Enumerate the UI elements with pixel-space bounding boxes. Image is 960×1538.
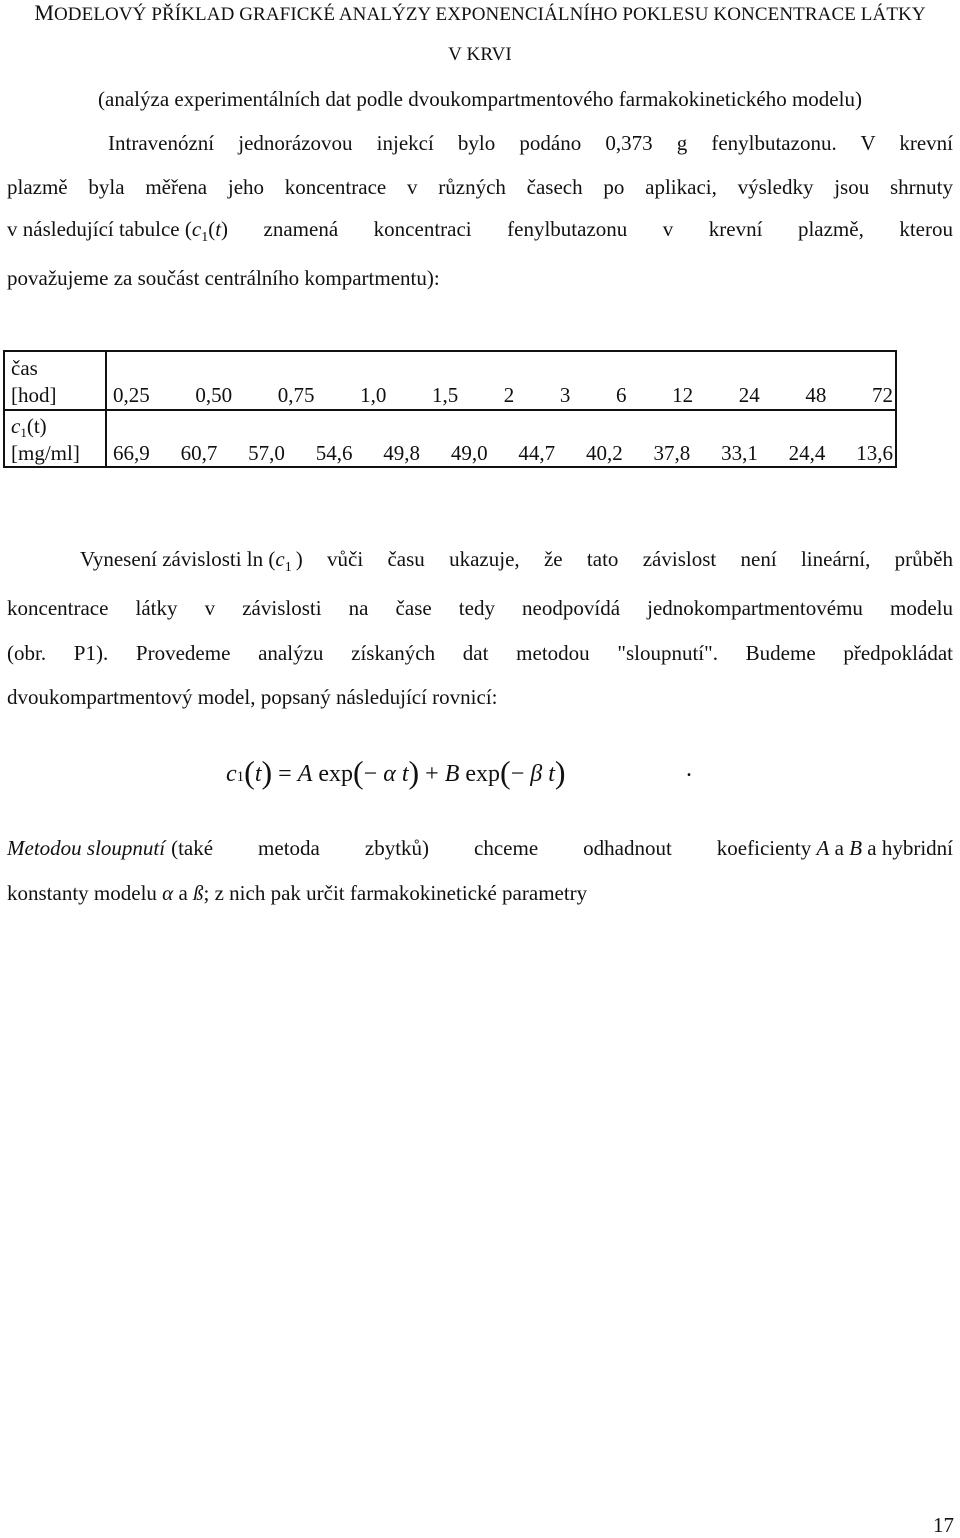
equation [226, 752, 692, 790]
paragraph-line: (obr. P1). Provedeme analýzu získaných dat metodou "sloupnutí". Budeme předpokládat [7, 641, 953, 665]
table-cell: 48 [805, 383, 827, 407]
text-run [811, 835, 953, 861]
text: (t) [26, 414, 47, 438]
subscript: 1 [20, 425, 27, 440]
text-run [165, 835, 953, 861]
conc-unit: [mg/ml] [11, 441, 80, 465]
paren: ( [500, 754, 511, 790]
time-unit: [hod] [11, 383, 57, 407]
symbol-beta: β [530, 761, 543, 787]
time-label: čas [11, 356, 38, 380]
table-cell: 24 [738, 383, 760, 407]
symbol-B: B [849, 836, 863, 860]
text: ; z nich pak určit farmakokinetické parametry [203, 881, 588, 905]
table-cell: 66,9 [113, 441, 150, 465]
symbol-c: c [275, 547, 285, 571]
table-cell: 12 [672, 383, 694, 407]
plus: + [419, 761, 445, 787]
table-cell: 0,50 [195, 383, 233, 407]
term-italic: Metodou sloupnutí [7, 836, 166, 860]
paren: ( [244, 754, 255, 790]
table-cell: 37,8 [653, 441, 691, 465]
subscript: 1 [201, 230, 209, 245]
table-cell: 72 [871, 383, 893, 407]
paragraph-line [7, 835, 953, 861]
text: konstanty modelu [7, 881, 163, 905]
paren: ) [554, 754, 566, 790]
symbol-t: t [548, 761, 555, 787]
table-cell: 49,8 [383, 441, 420, 465]
conc-label [11, 414, 47, 441]
paren: ( [353, 754, 364, 790]
symbol-A: A [297, 761, 313, 787]
text-run [7, 216, 221, 246]
paragraph-line: dvoukompartmentový model, popsaný následující rovnicí: [7, 685, 498, 709]
equation-period: . [686, 756, 692, 782]
page-title [0, 0, 960, 26]
table-cell: 13,6 [856, 441, 893, 465]
symbol-beta: ß [193, 881, 204, 905]
paren: ) [261, 754, 273, 790]
symbol-c: c [226, 761, 237, 787]
table-cell: 44,7 [518, 441, 556, 465]
table-cell: 1,0 [360, 383, 387, 407]
text: a [173, 881, 194, 905]
table-cell: 49,0 [450, 441, 488, 465]
table-cell: 57,0 [248, 441, 285, 465]
text: Vynesení závislosti ln ( [80, 547, 276, 571]
table-cell: 60,7 [180, 441, 218, 465]
paragraph-line: koncentrace látky v závislosti na čase tedy neodpovídá jednokompartmentovému modelu [7, 596, 953, 620]
text: ) znamená koncentraci fenylbutazonu v krevní plazmě, kterou [221, 217, 953, 241]
symbol-B: B [444, 761, 460, 787]
text: ) vůči času ukazuje, že tato závislost není lineární, průběh [295, 547, 953, 571]
paragraph-line [7, 216, 953, 246]
table-cell: 3 [559, 383, 571, 407]
table-cell: 2 [503, 383, 515, 407]
minus: − [363, 761, 384, 787]
symbol-A: A [816, 836, 830, 860]
symbol-t: t [401, 761, 409, 787]
subscript: 1 [236, 769, 245, 785]
text: a hybridní [862, 836, 953, 860]
symbol-t: t [215, 217, 222, 241]
paragraph-line: Intravenózní jednorázovou injekcí bylo podáno 0,373 g fenylbutazonu. V krevní [108, 131, 953, 155]
paragraph-line [80, 546, 953, 576]
subscript: 1 [284, 560, 292, 575]
symbol-c: c [191, 217, 202, 241]
text-run [80, 546, 292, 576]
time-values-row [113, 383, 893, 408]
table-cell: 1,5 [431, 383, 459, 407]
exp: exp [459, 761, 501, 787]
table-cell: 24,4 [788, 441, 826, 465]
symbol-t: t [254, 761, 262, 787]
data-table [3, 350, 897, 468]
table-divider [5, 409, 895, 411]
minus: − [510, 761, 531, 787]
table-cell: 0,25 [113, 383, 150, 407]
symbol-alpha: α [383, 761, 396, 787]
text: a [829, 836, 850, 860]
paragraph-line [7, 880, 953, 906]
table-cell: 33,1 [721, 441, 758, 465]
table-cell: 40,2 [585, 441, 623, 465]
paren: ) [408, 754, 420, 790]
page-title-line2: V KRVI [448, 44, 512, 65]
page-number: 17 [933, 1513, 954, 1537]
subtitle: (analýza experimentálních dat podle dvoukompartmentového farmakokinetického modelu) [98, 87, 862, 111]
symbol-alpha: α [162, 881, 174, 905]
table-cell: 0,75 [277, 383, 315, 407]
text: v následující tabulce ( [7, 217, 192, 241]
conc-values-row [113, 441, 893, 466]
paragraph-line: plazmě byla měřena jeho koncentrace v různých časech po aplikaci, výsledky jsou shrnuty [7, 175, 953, 199]
text: (také metoda zbytků) chceme odhadnout koeficienty [171, 836, 812, 860]
table-cell: 6 [616, 383, 627, 407]
text: ( [208, 217, 216, 241]
title-initial: M [34, 0, 54, 25]
equals: = [272, 761, 298, 787]
paragraph-line: považujeme za součást centrálního kompartmentu): [7, 266, 440, 290]
exp: exp [312, 761, 354, 787]
symbol-c: c [11, 414, 21, 438]
title-rest: ODELOVÝ PŘÍKLAD GRAFICKÉ ANALÝZY EXPONENCIÁLNÍHO POKLESU KONCENTRACE LÁTKY [53, 4, 926, 25]
table-cell: 54,6 [315, 441, 353, 465]
